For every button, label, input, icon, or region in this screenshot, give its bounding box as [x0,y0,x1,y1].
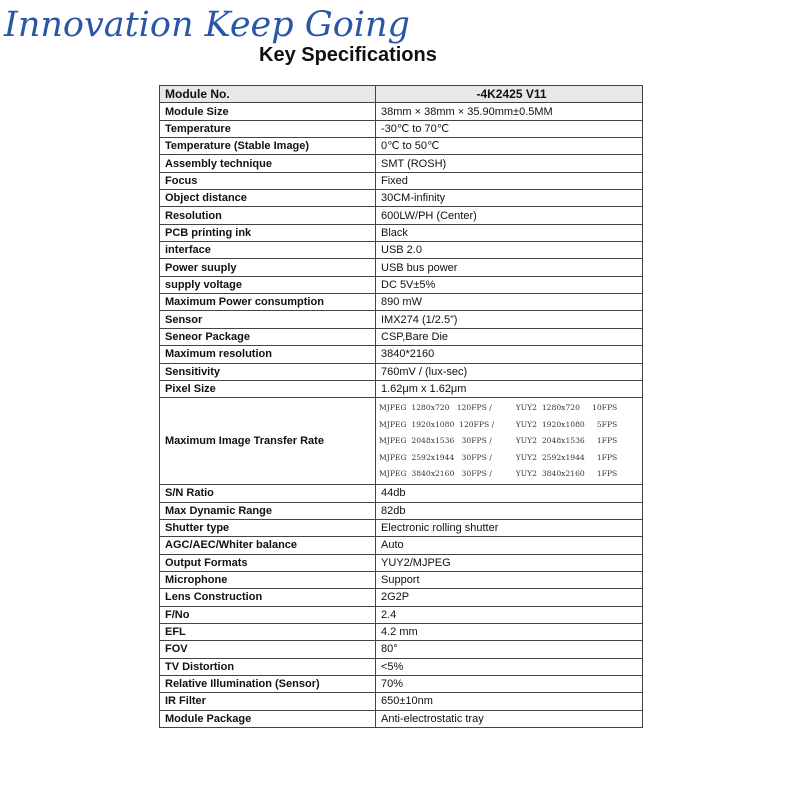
table-row-transfer-rate [160,398,643,485]
spec-value: SMT (ROSH) [376,155,643,172]
table-row [160,380,643,397]
spec-value: 4.2 mm [376,623,643,640]
table-row [160,485,643,502]
table-row [160,242,643,259]
yuy2-rate: YUY2 1280x720 10FPS [515,403,618,413]
mjpeg-rate: MJPEG 2592x1944 30FPS / [379,452,492,462]
spec-value: 3840*2160 [376,346,643,363]
spec-label: Seneor Package [160,328,376,345]
spec-label: Focus [160,172,376,189]
spec-value: USB 2.0 [376,242,643,259]
spec-label: Maximum Image Transfer Rate [160,398,376,485]
table-row [160,155,643,172]
spec-label: Shutter type [160,519,376,536]
brand-slogan: Innovation Keep Going [4,5,410,45]
specifications-table [159,85,643,728]
table-header-row [160,86,643,103]
table-row [160,172,643,189]
spec-value: 70% [376,675,643,692]
spec-value: <5% [376,658,643,675]
spec-value: 650±10nm [376,693,643,710]
table-row [160,346,643,363]
spec-label: Temperature [160,120,376,137]
yuy2-rate: YUY2 1920x1080 5FPS [515,419,618,429]
spec-value: Electronic rolling shutter [376,519,643,536]
table-row [160,623,643,640]
spec-value: 890 mW [376,294,643,311]
table-row [160,103,643,120]
spec-label: IR Filter [160,693,376,710]
table-row [160,675,643,692]
spec-label: Maximum Power consumption [160,294,376,311]
spec-value: 600LW/PH (Center) [376,207,643,224]
table-row [160,571,643,588]
spec-label: Module Package [160,710,376,727]
spec-value: -30℃ to 70℃ [376,120,643,137]
transfer-rate-line [379,416,642,433]
transfer-rate-line [379,400,642,417]
page-title: Key Specifications [259,44,437,66]
spec-label: Assembly technique [160,155,376,172]
spec-label: Module No. [160,86,376,103]
transfer-rate-list [379,400,642,483]
spec-label: PCB printing ink [160,224,376,241]
spec-label: S/N Ratio [160,485,376,502]
spec-label: Object distance [160,190,376,207]
spec-value: -4K2425 V11 [376,86,643,103]
table-row [160,641,643,658]
spec-value: Support [376,571,643,588]
table-row [160,502,643,519]
spec-label: Lens Construction [160,589,376,606]
spec-label: Temperature (Stable Image) [160,138,376,155]
spec-value: 1.62μm x 1.62μm [376,380,643,397]
spec-label: Microphone [160,571,376,588]
spec-value: 2.4 [376,606,643,623]
spec-label: supply voltage [160,276,376,293]
yuy2-rate: YUY2 2592x1944 1FPS [515,452,618,462]
spec-value: CSP,Bare Die [376,328,643,345]
table-row [160,276,643,293]
mjpeg-rate: MJPEG 2048x1536 30FPS / [379,436,492,446]
table-row [160,519,643,536]
table-row [160,294,643,311]
table-row [160,537,643,554]
mjpeg-rate: MJPEG 1280x720 120FPS / [379,403,492,413]
spec-label: Sensitivity [160,363,376,380]
spec-value: Anti-electrostatic tray [376,710,643,727]
spec-value: USB bus power [376,259,643,276]
table-row [160,554,643,571]
spec-value: 44db [376,485,643,502]
mjpeg-rate: MJPEG 3840x2160 30FPS / [379,469,492,479]
transfer-rate-line [379,449,642,466]
spec-value: 0℃ to 50℃ [376,138,643,155]
spec-label: EFL [160,623,376,640]
spec-label: Pixel Size [160,380,376,397]
transfer-rate-line [379,466,642,483]
spec-label: Max Dynamic Range [160,502,376,519]
yuy2-rate: YUY2 2048x1536 1FPS [515,436,618,446]
table-row [160,224,643,241]
spec-label: Sensor [160,311,376,328]
spec-label: FOV [160,641,376,658]
spec-label: Module Size [160,103,376,120]
table-row [160,710,643,727]
table-row [160,190,643,207]
table-row [160,120,643,137]
spec-label: Output Formats [160,554,376,571]
table-row [160,311,643,328]
spec-label: Resolution [160,207,376,224]
table-row [160,138,643,155]
spec-value: 82db [376,502,643,519]
spec-label: interface [160,242,376,259]
spec-value: IMX274 (1/2.5”) [376,311,643,328]
table-row [160,363,643,380]
spec-label: Maximum resolution [160,346,376,363]
table-row [160,589,643,606]
spec-label: F/No [160,606,376,623]
spec-value: 2G2P [376,589,643,606]
table-row [160,658,643,675]
spec-value [376,398,643,485]
transfer-rate-line [379,433,642,450]
spec-label: AGC/AEC/Whiter balance [160,537,376,554]
spec-value: Auto [376,537,643,554]
spec-value: Fixed [376,172,643,189]
spec-label: Relative Illumination (Sensor) [160,675,376,692]
spec-label: Power suuply [160,259,376,276]
mjpeg-rate: MJPEG 1920x1080 120FPS / [379,419,495,429]
spec-value: 38mm × 38mm × 35.90mm±0.5MM [376,103,643,120]
spec-value: YUY2/MJPEG [376,554,643,571]
yuy2-rate: YUY2 3840x2160 1FPS [515,469,618,479]
spec-label: TV Distortion [160,658,376,675]
table-row [160,259,643,276]
spec-value: 760mV / (lux-sec) [376,363,643,380]
spec-value: Black [376,224,643,241]
spec-value: 30CM-infinity [376,190,643,207]
table-row [160,606,643,623]
table-row [160,328,643,345]
spec-value: 80° [376,641,643,658]
spec-value: DC 5V±5% [376,276,643,293]
table-row [160,207,643,224]
table-row [160,693,643,710]
